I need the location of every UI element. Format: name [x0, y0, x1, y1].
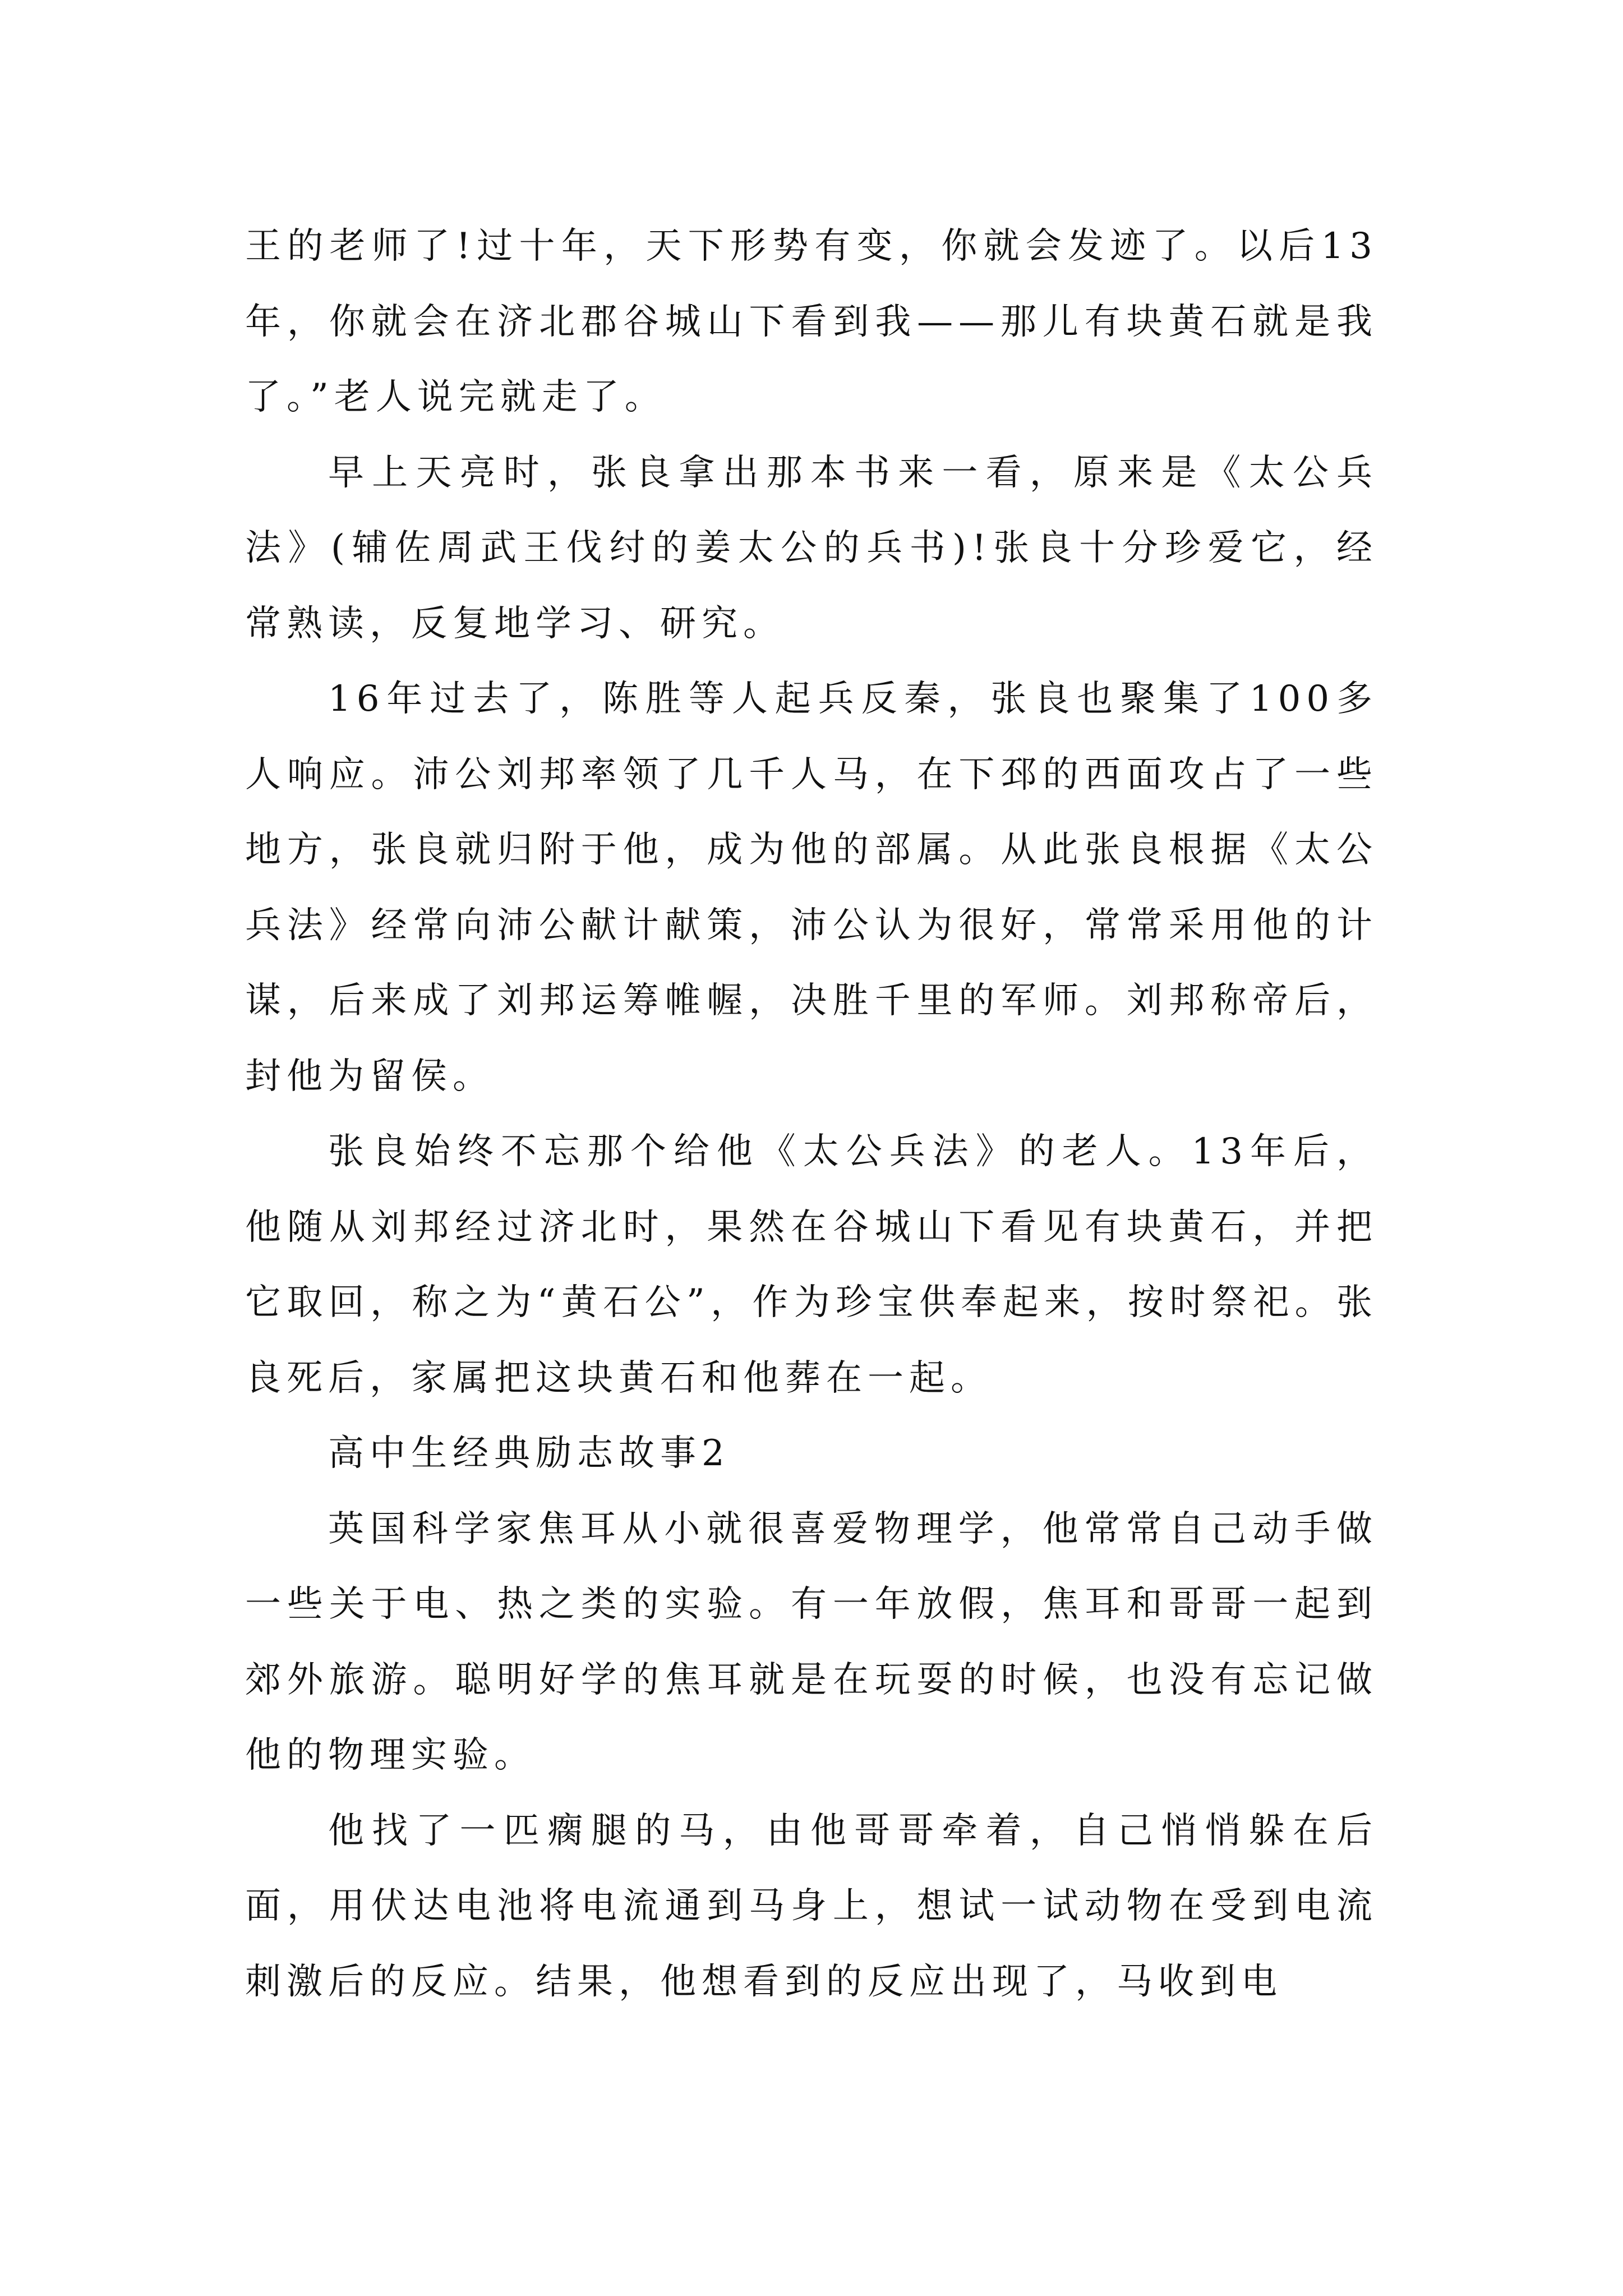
- document-body: [245, 209, 1378, 2019]
- paragraph-6: 他找了一匹瘸腿的马，由他哥哥牵着，自己悄悄躲在后面，用伏达电池将电流通到马身上，想试一试动物在受到电流刺激后的反应。结果，他想看到的反应出现了，马收到电: [245, 1810, 1378, 2003]
- paragraph-1: 王的老师了!过十年，天下形势有变，你就会发迹了。以后13年，你就会在济北郡谷城山下看到我——那儿有块黄石就是我了。”老人说完就走了。: [245, 226, 1378, 418]
- paragraph-5: 英国科学家焦耳从小就很喜爱物理学，他常常自己动手做一些关于电、热之类的实验。有一年放假，焦耳和哥哥一起到郊外旅游。聪明好学的焦耳就是在玩耍的时候，也没有忘记做他的物理实验。: [245, 1508, 1378, 1776]
- paragraph-3: 16年过去了，陈胜等人起兵反秦，张良也聚集了100多人响应。沛公刘邦率领了几千人马，在下邳的西面攻占了一些地方，张良就归附于他，成为他的部属。从此张良根据《太公兵法》经常向沛公献计献策，沛公认为很好，常常采用他的计谋，后来成了刘邦运筹帷幄，决胜千里的军师。刘邦称帝后，封他为留侯。: [245, 678, 1378, 1097]
- paragraph-4: 张良始终不忘那个给他《太公兵法》的老人。13年后，他随从刘邦经过济北时，果然在谷城山下看见有块黄石，并把它取回，称之为“黄石公”，作为珍宝供奉起来，按时祭祀。张良死后，家属把这块黄石和他葬在一起。: [245, 1131, 1378, 1399]
- section-heading: 高中生经典励志故事2: [328, 1433, 730, 1474]
- paragraph-2: 早上天亮时，张良拿出那本书来一看，原来是《太公兵法》(辅佐周武王伐纣的姜太公的兵书)!张良十分珍爱它，经常熟读，反复地学习、研究。: [245, 452, 1378, 645]
